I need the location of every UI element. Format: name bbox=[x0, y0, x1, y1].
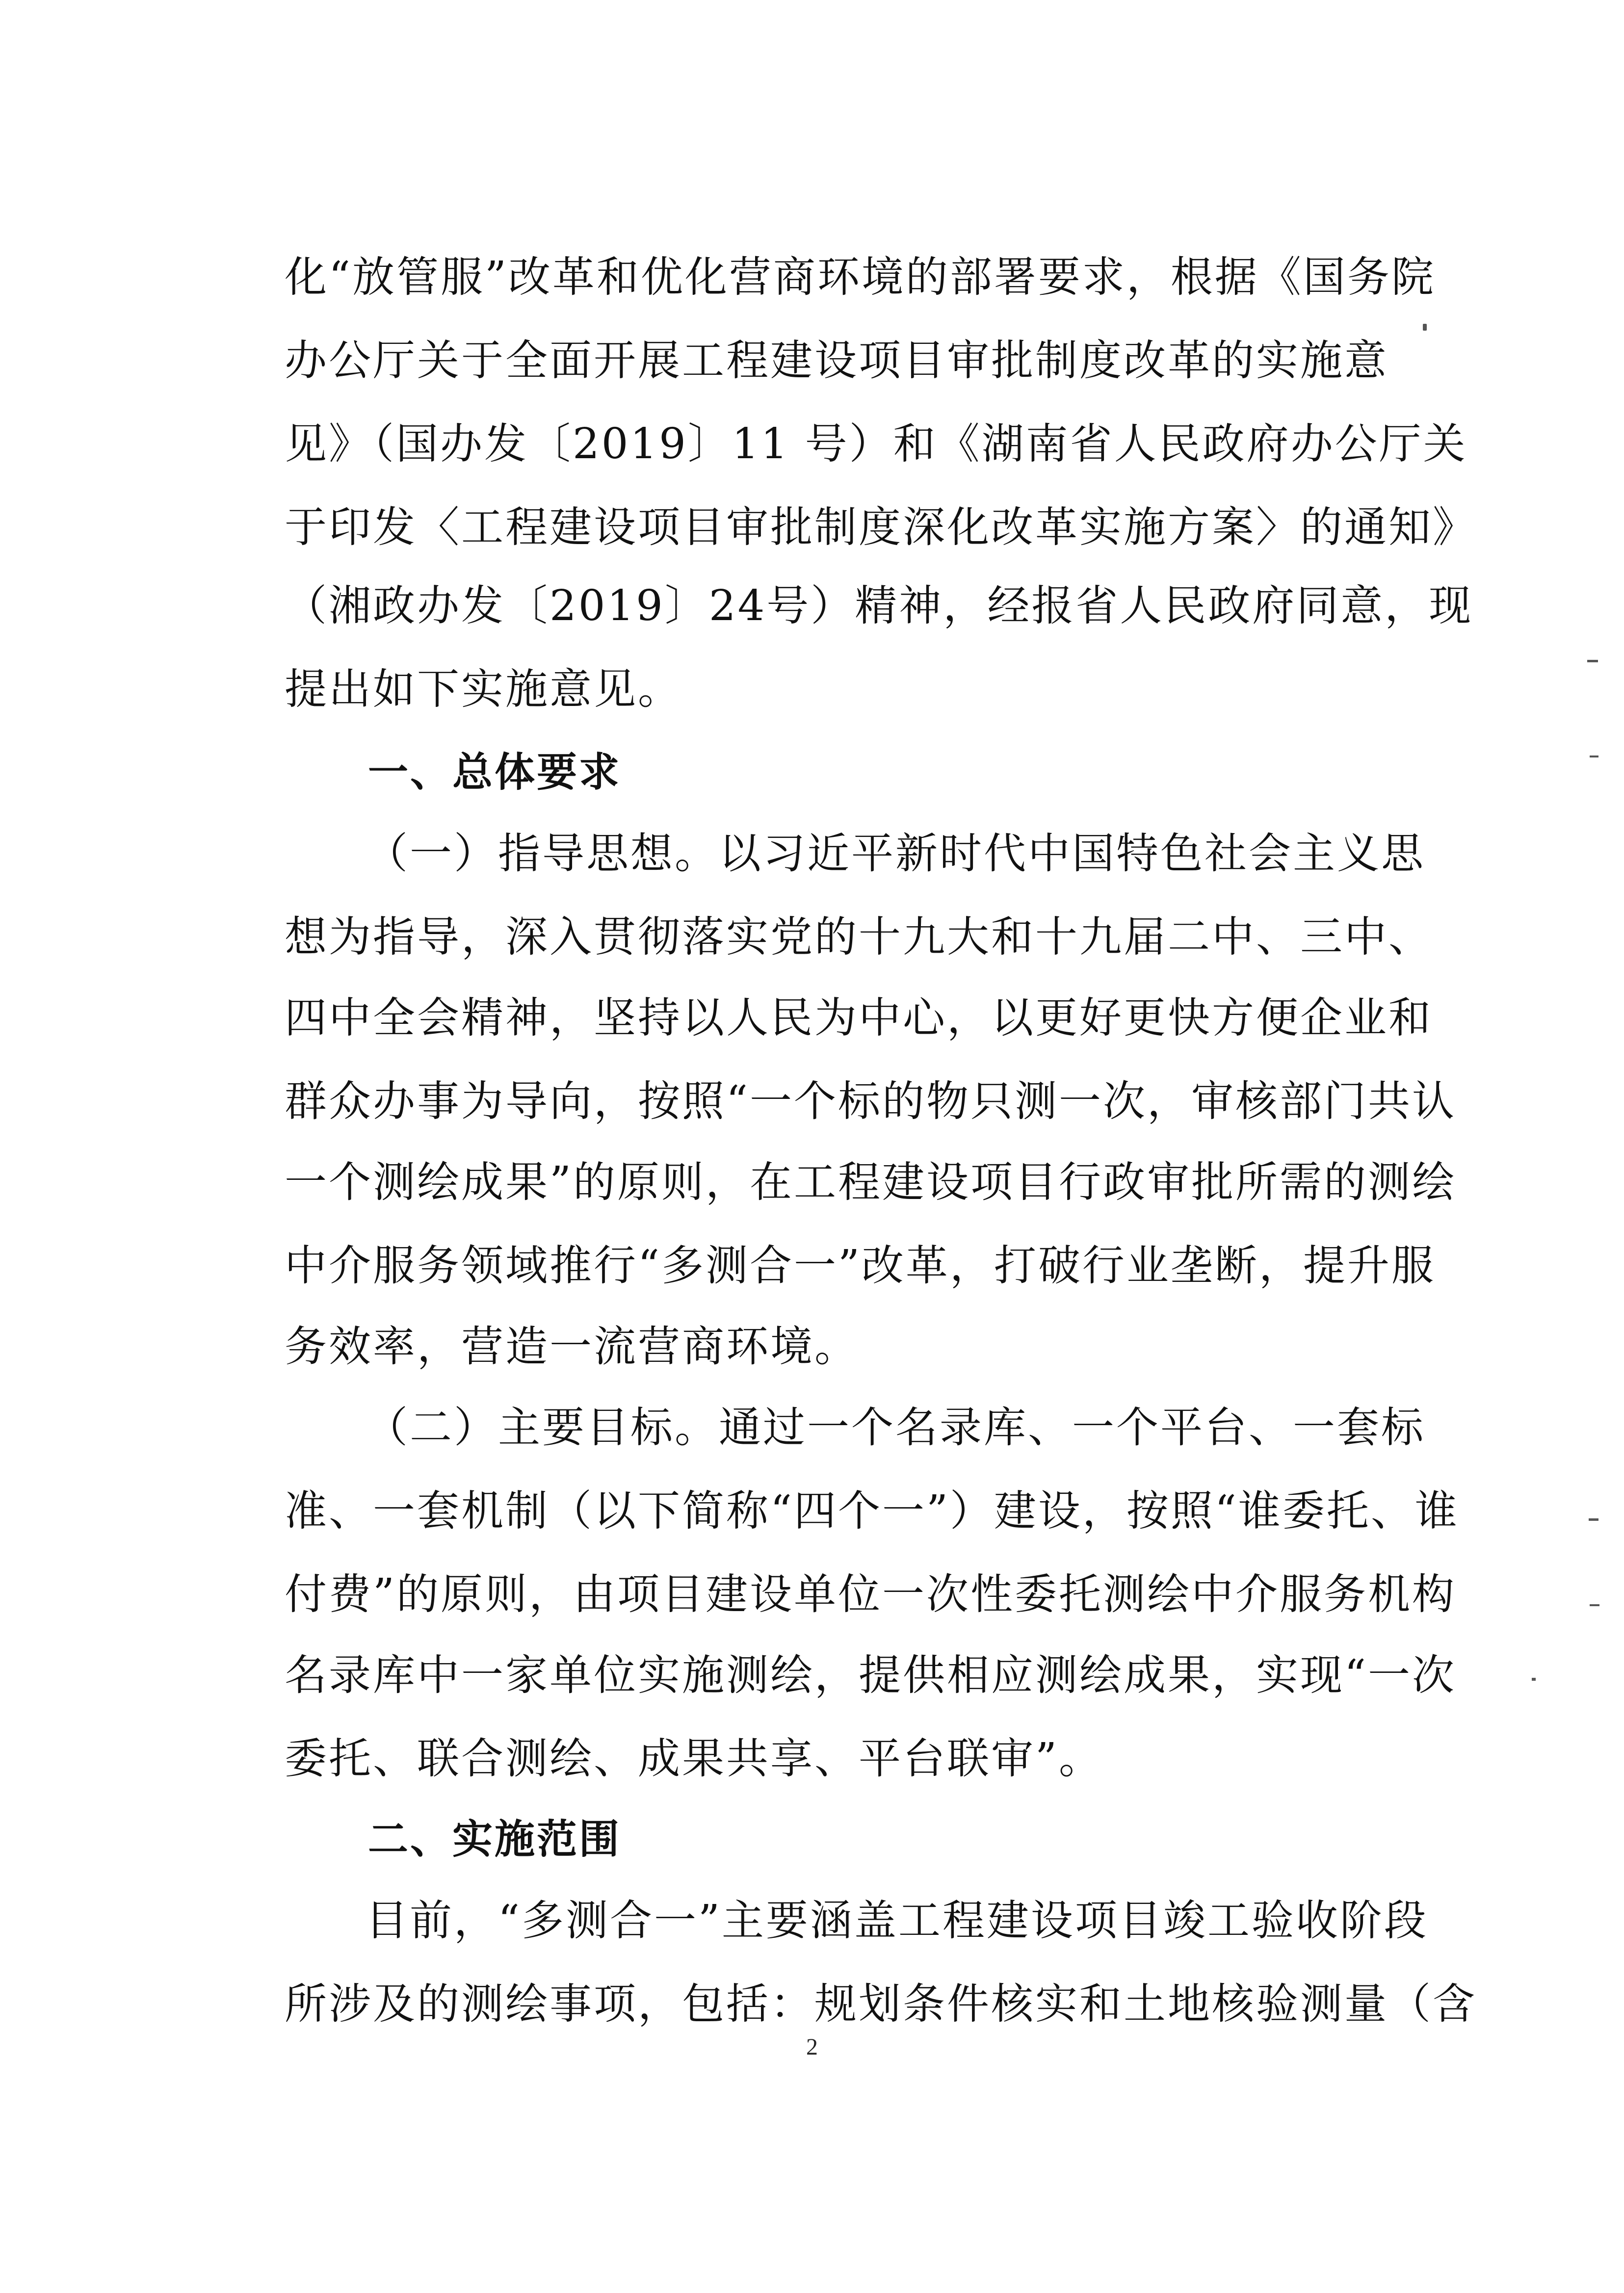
intro-line-4: 于印发〈工程建设项目审批制度深化改革实施方案〉的通知》 bbox=[285, 503, 1477, 552]
section-heading-general: 一、总体要求 bbox=[368, 749, 622, 796]
scan-speck bbox=[1589, 1518, 1598, 1521]
scope-line-1: 目前，“多测合一”主要涵盖工程建设项目竣工验收阶段 bbox=[366, 1896, 1428, 1945]
guiding-line-6: 中介服务领域推行“多测合一”改革，打破行业垄断，提升服 bbox=[285, 1241, 1436, 1290]
guiding-line-7: 务效率，营造一流营商环境。 bbox=[285, 1322, 859, 1371]
scan-speck bbox=[1532, 1678, 1536, 1681]
section-heading-scope: 二、实施范围 bbox=[368, 1816, 622, 1863]
guiding-line-5: 一个测绘成果”的原则，在工程建设项目行政审批所需的测绘 bbox=[285, 1158, 1456, 1207]
scan-speck bbox=[1590, 756, 1598, 757]
goals-line-5: 委托、联合测绘、成果共享、平台联审”。 bbox=[285, 1734, 1103, 1783]
scope-line-2: 所涉及的测绘事项，包括：规划条件核实和土地核验测量（含 bbox=[285, 1980, 1477, 2029]
goals-line-3: 付费”的原则，由项目建设单位一次性委托测绘中介服务机构 bbox=[285, 1570, 1456, 1619]
intro-line-5: （湘政办发〔2019〕24号）精神，经报省人民政府同意，现 bbox=[285, 581, 1473, 630]
guiding-line-4: 群众办事为导向，按照“一个标的物只测一次，审核部门共认 bbox=[285, 1077, 1456, 1126]
guiding-line-1: （一）指导思想。以习近平新时代中国特色社会主义思 bbox=[366, 829, 1425, 878]
scan-speck bbox=[1423, 324, 1427, 331]
page-number: 2 bbox=[806, 2034, 818, 2060]
scan-speck bbox=[1590, 1604, 1599, 1606]
guiding-line-2: 想为指导，深入贯彻落实党的十九大和十九届二中、三中、 bbox=[285, 912, 1433, 962]
scan-speck bbox=[1587, 660, 1598, 662]
intro-line-3: 见》（国办发〔2019〕11 号）和《湖南省人民政府办公厅关 bbox=[285, 419, 1467, 469]
goals-line-4: 名录库中一家单位实施测绘，提供相应测绘成果，实现“一次 bbox=[285, 1651, 1456, 1700]
intro-line-2: 办公厅关于全面开展工程建设项目审批制度改革的实施意 bbox=[285, 336, 1388, 385]
goals-line-1: （二）主要目标。通过一个名录库、一个平台、一套标 bbox=[366, 1403, 1425, 1452]
guiding-line-3: 四中全会精神，坚持以人民为中心，以更好更快方便企业和 bbox=[285, 993, 1433, 1042]
goals-line-2: 准、一套机制（以下简称“四个一”）建设，按照“谁委托、谁 bbox=[285, 1486, 1459, 1536]
intro-line-6: 提出如下实施意见。 bbox=[285, 665, 682, 714]
intro-line-1: 化“放管服”改革和优化营商环境的部署要求，根据《国务院 bbox=[285, 253, 1436, 302]
